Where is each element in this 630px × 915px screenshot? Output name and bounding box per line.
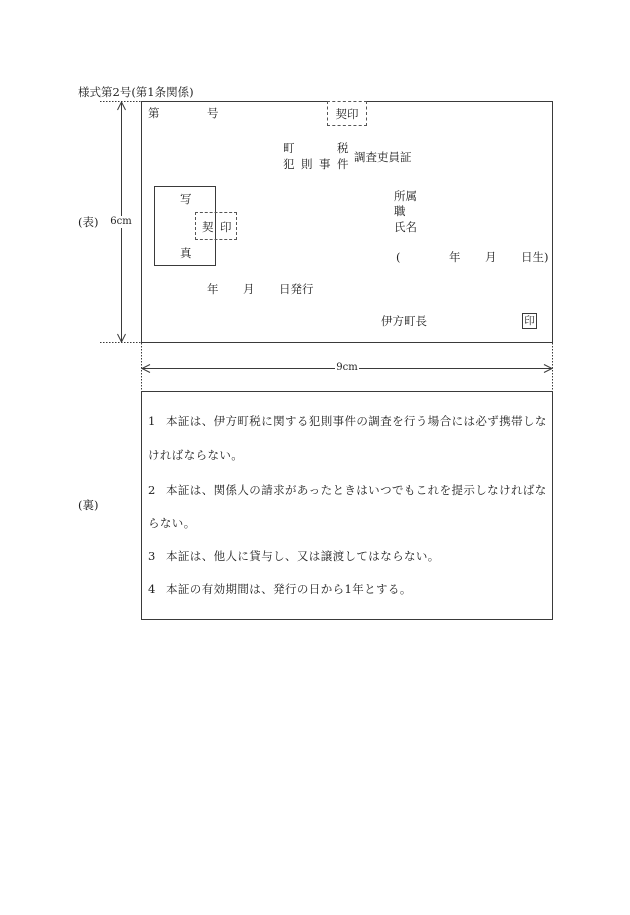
clause-line: 本証は、伊方町税に関する犯則事件の調査を行う場合には必ず携帯しな	[166, 414, 547, 428]
birth-month: 月	[485, 250, 497, 264]
top-seal-box	[327, 101, 367, 126]
height-dimension-label: 6cm	[110, 216, 132, 227]
clause-number: 3	[148, 549, 156, 563]
issue-year: 年	[207, 282, 219, 296]
clause-line: 本証は、他人に貸与し、又は譲渡してはならない。	[166, 549, 440, 563]
issuer-seal-text: 印	[524, 315, 535, 327]
birth-year: 年	[449, 250, 461, 264]
issuer-seal-box	[522, 313, 537, 329]
birth-day: 日生)	[521, 250, 549, 264]
title-line1: 町税	[283, 141, 391, 155]
clause-line: ければならない。	[148, 448, 244, 462]
photo-seal-text: 契印	[202, 220, 238, 234]
issue-month: 月	[243, 282, 255, 296]
clause-number: 4	[148, 582, 156, 596]
field-name: 氏名	[394, 220, 417, 234]
width-arrow-right	[544, 365, 552, 373]
field-position: 職	[394, 204, 406, 218]
form-number: 様式第2号(第1条関係)	[78, 85, 194, 99]
certificate-title: 調査吏員証	[354, 150, 412, 164]
birth-open-paren: (	[396, 250, 401, 264]
front-side-label: (表)	[78, 215, 99, 229]
clause-number: 2	[148, 483, 156, 497]
issuer-name: 伊方町長	[381, 314, 427, 328]
clause-line: らない。	[148, 516, 196, 530]
back-side-label: (裏)	[78, 498, 99, 512]
field-affiliation: 所属	[394, 189, 417, 203]
certificate-number-prefix: 第	[148, 106, 160, 120]
photo-label-top: 写	[180, 192, 192, 206]
certificate-number-suffix: 号	[207, 106, 219, 120]
width-dimension-label: 9cm	[336, 362, 358, 373]
clause-number: 1	[148, 414, 156, 428]
height-arrow-top	[118, 102, 126, 110]
width-arrow-left	[142, 365, 150, 373]
clause-line: 本証は、関係人の請求があったときはいつでもこれを提示しなければな	[166, 483, 547, 497]
title-line2: 犯則事件	[283, 157, 355, 171]
height-arrow-bottom	[118, 334, 126, 342]
clause-line: 本証の有効期間は、発行の日から1年とする。	[166, 582, 412, 596]
top-seal-text: 契印	[335, 107, 359, 121]
photo-label-bottom: 真	[180, 246, 192, 260]
issue-day: 日発行	[279, 282, 314, 296]
